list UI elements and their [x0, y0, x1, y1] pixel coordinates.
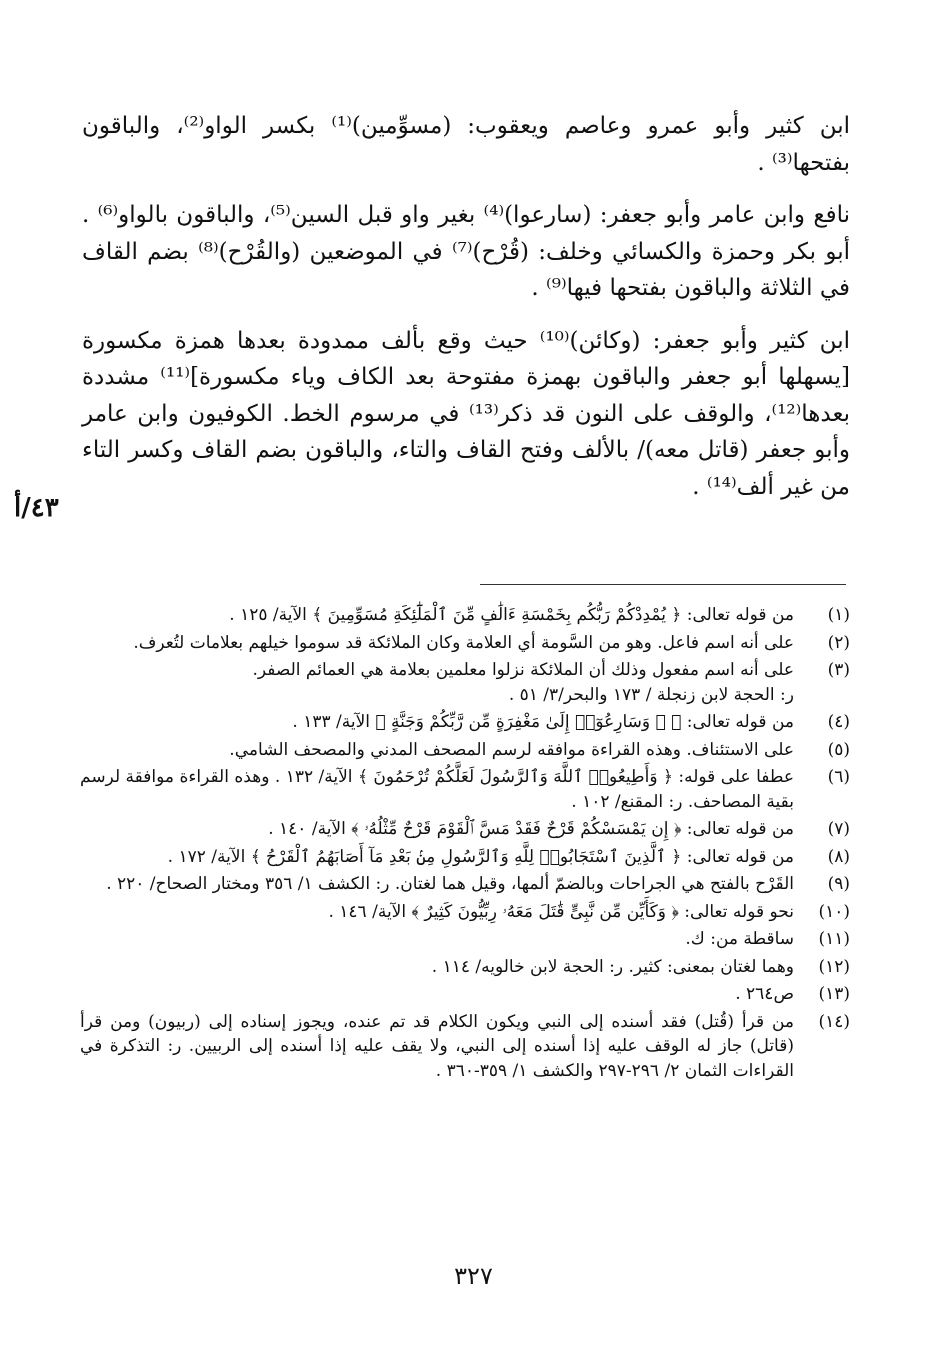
- footnote-text: على أنه اسم مفعول وذلك أن الملائكة نزلوا معلمين بعلامة هي العمائم الصفر.: [252, 660, 794, 680]
- footnote-5: [80, 738, 850, 763]
- footnote-14: [80, 1010, 850, 1084]
- footnote-number: (١٢): [818, 956, 850, 977]
- footnote-9: [80, 872, 850, 897]
- footnote-1: [80, 603, 850, 628]
- footnote-text: ساقطة من: ك.: [685, 929, 794, 949]
- footnote-number: (٤): [827, 712, 850, 732]
- paragraph-3: ابن كثير وأبو جعفر: (وكائن)⁽¹⁰⁾ حيث وقع بألف ممدودة بعدها همزة مكسورة [يسهلها أبو جعفر والباقون بهمزة مفتوحة بعد الكاف وياء مكسورة]⁽¹¹⁾ مشددة بعدها⁽¹²⁾، والوقف على النون قد ذكر⁽¹³⁾ في مرسوم الخط. الكوفيون وابن عامر وأبو جعفر (قاتل معه)/ بالألف وفتح القاف والتاء، والباقون بضم القاف وكسر التاء من غير ألف⁽¹⁴⁾ .: [82, 327, 851, 500]
- footnote-3: [80, 658, 850, 707]
- footnote-number: (٧): [827, 819, 850, 839]
- footnote-number: (١): [827, 605, 850, 625]
- footnote-text: عطفا على قوله: ﴿ وَأَطِيعُوا۟ ٱللَّهَ وَٱلرَّسُولَ لَعَلَّكُمْ تُرْحَمُونَ ﴾ الآية/ ١٣٢ . وهذه القراءة موافقة لرسم بقية المصاحف. ر: المقنع/ ١٠٢ .: [80, 767, 794, 812]
- footnote-text: من قوله تعالى: ﴿ ٱلَّذِينَ ٱسْتَجَابُوا۟ لِلَّهِ وَٱلرَّسُولِ مِنۢ بَعْدِ مَآ أَصَابَهُمُ ٱلْقَرْحُ ﴾ الآية/ ١٧٢ .: [167, 846, 794, 867]
- footnote-text: وهما لغتان بمعنى: كثير. ر: الحجة لابن خالويه/ ١١٤ .: [431, 956, 794, 977]
- footnote-number: (١٣): [818, 984, 850, 1004]
- footnote-text: من قرأ (قُتل) فقد أسنده إلى النبي ويكون الكلام قد تم عنده، ويجوز إسناده إلى (ربيون) ومن قرأ (قاتل) جاز له الوقف عليه إذا أسنده إلى النبي، ولا يقف عليه إذا أسنده إلى الربيين. ر: التذكرة في القراءات الثمان ٢/ ٢٩٦-٢٩٧ والكشف ١/ ٣٥٩-٣٦٠ .: [80, 1011, 794, 1081]
- footnote-12: [80, 955, 850, 980]
- footnote-number: (٣): [827, 660, 850, 680]
- footnote-6: [80, 765, 850, 814]
- footnote-2: [80, 631, 850, 656]
- footnote-4: [80, 710, 850, 735]
- footnote-number: (٨): [827, 846, 850, 867]
- footnote-number: (٥): [827, 739, 850, 760]
- footnote-number: (٩): [827, 874, 850, 894]
- footnote-8: [80, 845, 850, 870]
- footnote-number: (١٠): [818, 901, 850, 922]
- footnote-number: (١١): [818, 929, 850, 949]
- page-number: ٣٢٧: [454, 1262, 493, 1290]
- paragraph-2: نافع وابن عامر وأبو جعفر: (سارعوا)⁽⁴⁾ بغير واو قبل السين⁽⁵⁾، والباقون بالواو⁽⁶⁾ . أبو بكر وحمزة والكسائي وخلف: (قُرْح)⁽⁷⁾ في الموضعين (والقُرْح)⁽⁸⁾ بضم القاف في الثلاثة والباقون بفتحها فيها⁽⁹⁾ .: [82, 202, 851, 301]
- footnote-7: [80, 817, 850, 842]
- footnote-text: على الاستئناف. وهذه القراءة موافقه لرسم المصحف المدني والمصحف الشامي.: [229, 739, 794, 760]
- footnote-10: [80, 900, 850, 925]
- footnotes-section: [80, 603, 850, 1086]
- paragraph-1: ابن كثير وأبو عمرو وعاصم ويعقوب: (مسوِّمين)⁽¹⁾ بكسر الواو⁽²⁾، والباقون بفتحها⁽³⁾ .: [82, 113, 850, 176]
- footnote-text: نحو قوله تعالى: ﴿ وَكَأَيِّن مِّن نَّبِىٍّ قَٰتَلَ مَعَهُۥ رِبِّيُّونَ كَثِيرٌ ﴾ الآية/ ١٤٦ .: [328, 901, 794, 922]
- footnote-text: القَرْح بالفتح هي الجراحات وبالضمّ ألمها، وقيل هما لغتان. ر: الكشف ١/ ٣٥٦ ومختار الصحاح/ ٢٢٠ .: [106, 874, 794, 894]
- footnote-text: من قوله تعالى: ﴿ يُمْدِدْكُمْ رَبُّكُم بِخَمْسَةِ ءَالَٰفٍ مِّنَ ٱلْمَلَٰٓئِكَةِ مُسَوِّمِينَ ﴾ الآية/ ١٢٥ .: [229, 605, 794, 625]
- footnote-text-block: [80, 658, 794, 707]
- footnote-text: من قوله تعالى: ﴿ إِن يَمْسَسْكُمْ قَرْحٌ فَقَدْ مَسَّ ٱلْقَوْمَ قَرْحٌ مِّثْلُهُۥ ﴾ الآية/ ١٤٠ .: [268, 819, 794, 839]
- footnote-number: (١٤): [818, 1011, 850, 1032]
- footnote-reference: ر: الحجة لابن زنجلة / ١٧٣ والبحر/٣/ ٥١ .: [508, 684, 794, 705]
- main-text: [82, 108, 850, 521]
- footnote-13: [80, 982, 850, 1007]
- footnote-number: (٦): [827, 767, 850, 787]
- manuscript-folio-marker: ٤٣/أ: [14, 493, 59, 523]
- footnote-text: ص٢٦٤ .: [735, 984, 794, 1004]
- footnote-text: من قوله تعالى: ﴿ ۞ وَسَارِعُوٓا۟ إِلَىٰ مَغْفِرَةٍ مِّن رَّبِّكُمْ وَجَنَّةٍ ﴾ الآية/ ١٣٣ .: [292, 712, 794, 732]
- footnote-text: على أنه اسم فاعل. وهو من السَّومة أي العلامة وكان الملائكة قد سوموا خيلهم بعلامات لتُعرف.: [133, 632, 794, 653]
- footnote-divider: [480, 584, 846, 585]
- footnote-11: [80, 927, 850, 952]
- footnote-number: (٢): [827, 632, 850, 653]
